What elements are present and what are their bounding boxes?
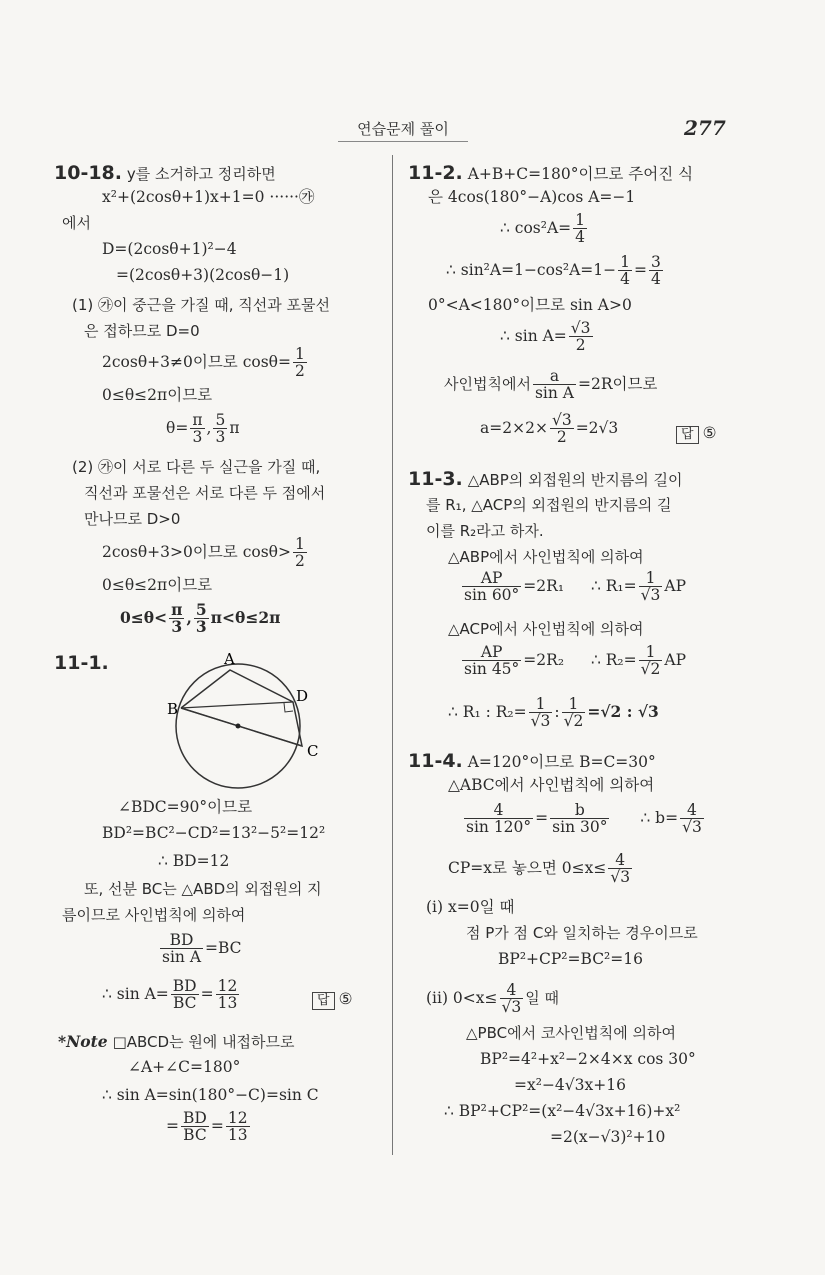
numerator: 12 <box>217 977 238 995</box>
equation: D=(2cosθ+1)²−4 <box>102 240 237 258</box>
equation <box>462 802 706 836</box>
text-line: △ABP의 외접원의 반지름의 길이 <box>467 471 683 489</box>
fraction <box>190 412 204 446</box>
text-segment: 2cosθ+3>0이므로 cosθ> <box>102 542 291 561</box>
answer-label: 답 <box>312 992 335 1010</box>
fraction <box>213 412 227 446</box>
numerator: b <box>550 802 609 819</box>
text-segment: =2R이므로 <box>577 374 658 393</box>
text-segment: □ABCD는 원에 내접하므로 <box>112 1033 295 1051</box>
note-line <box>58 1032 295 1052</box>
equation <box>448 696 659 730</box>
denominator: 13 <box>227 1126 248 1145</box>
fraction <box>462 570 521 604</box>
numerator: 5 <box>215 411 226 429</box>
denominator: 2 <box>575 336 586 355</box>
denominator: BC <box>172 994 197 1013</box>
text-segment: AP <box>664 576 687 595</box>
text-segment: , <box>186 607 192 627</box>
fraction <box>462 644 521 678</box>
equation <box>460 570 686 604</box>
equation: =x²−4√3x+16 <box>514 1076 626 1094</box>
circle-figure <box>112 646 322 796</box>
vertex-label-a: A <box>224 650 235 668</box>
denominator: 4 <box>651 270 661 289</box>
column-divider <box>392 155 393 1155</box>
text-line: 또, 선분 BC는 △ABD의 외접원의 지 <box>84 880 322 898</box>
fraction <box>639 570 663 604</box>
problem-number: 11-1. <box>54 652 109 674</box>
numerator: 1 <box>575 211 586 229</box>
text-line: 0≤θ≤2π이므로 <box>102 576 213 594</box>
denominator: sin A <box>534 384 574 403</box>
denominator: sin A <box>162 948 202 967</box>
numerator: AP <box>462 644 521 661</box>
equation <box>166 412 240 446</box>
text-segment: 2cosθ+3≠0이므로 cosθ= <box>102 352 291 371</box>
text-line: 직선과 포물선은 서로 다른 두 점에서 <box>84 484 326 502</box>
problem-11-2-header <box>408 162 693 186</box>
text-segment: = <box>166 1116 179 1135</box>
equation <box>444 368 657 402</box>
fraction <box>171 978 199 1012</box>
fraction <box>160 932 203 966</box>
text-segment: : <box>554 702 560 721</box>
numerator: 3 <box>651 253 661 271</box>
text-line: △ACP에서 사인법칙에 의하여 <box>448 620 644 638</box>
denominator: BC <box>183 1126 207 1145</box>
page-header-title: 연습문제 풀이 <box>338 118 468 142</box>
denominator: 2 <box>295 552 305 571</box>
text-segment: 0≤θ< <box>120 607 168 627</box>
text-line: (1) ㉮이 중근을 가질 때, 직선과 포물선 <box>72 296 330 314</box>
numerator: 1 <box>529 696 553 713</box>
fraction <box>562 696 586 730</box>
denominator: √3 <box>682 818 702 837</box>
text-segment: ∴ sin²A=1−cos²A=1− <box>446 260 617 279</box>
equation <box>448 852 634 886</box>
problem-10-18-header <box>54 162 276 186</box>
text-segment: =√2 : √3 <box>587 701 659 721</box>
fraction <box>226 1110 250 1144</box>
text-line: 를 R₁, △ACP의 외접원의 반지름의 길 <box>426 496 672 514</box>
denominator: 3 <box>192 428 203 447</box>
fraction <box>550 412 574 446</box>
vertex-label-b: B <box>167 700 179 718</box>
denominator: √2 <box>640 660 661 679</box>
text-line: 이를 R₂라고 하자. <box>426 522 544 540</box>
text-line: △PBC에서 코사인법칙에 의하여 <box>466 1024 677 1042</box>
equation <box>102 536 309 570</box>
text-segment: , <box>206 418 212 437</box>
denominator: 4 <box>620 270 631 289</box>
denominator: √3 <box>501 998 522 1017</box>
denominator: 3 <box>195 617 207 637</box>
problem-11-4-header <box>408 750 656 774</box>
text-line: y를 소거하고 정리하면 <box>126 165 276 183</box>
equation <box>446 254 665 288</box>
text-line: 은 접하므로 D=0 <box>84 322 200 340</box>
text-segment: ∴ b= <box>640 808 679 827</box>
problem-number: 11-3. <box>408 468 463 490</box>
text-segment: a=2×2× <box>480 418 548 437</box>
denominator: sin 30° <box>552 818 608 837</box>
text-segment: (ii) 0<x≤ <box>426 988 498 1007</box>
segment-bd <box>181 702 293 708</box>
numerator: 4 <box>680 802 704 819</box>
equation: =(2cosθ+3)(2cosθ−1) <box>116 266 290 284</box>
numerator: BD <box>160 932 203 949</box>
equation <box>102 978 241 1012</box>
numerator: 4 <box>500 982 524 999</box>
vertex-label-d: D <box>296 687 309 705</box>
answer-value: ⑤ <box>338 990 353 1008</box>
text-segment: π<θ≤2π <box>210 607 281 627</box>
segment-bc <box>181 708 302 746</box>
text-segment: =2R₁ <box>523 576 565 595</box>
answer-value: ⑤ <box>702 424 717 442</box>
fraction <box>618 254 632 288</box>
equation: x²+(2cosθ+1)x+1=0 ······㉮ <box>102 188 315 206</box>
numerator: 1 <box>639 570 663 587</box>
text-segment: =BC <box>205 938 242 957</box>
numerator: AP <box>462 570 521 587</box>
text-segment: ∴ R₁ : R₂= <box>448 702 527 721</box>
text-segment: =2R₂ <box>523 650 565 669</box>
fraction <box>181 1110 209 1144</box>
equation: BP²+CP²=BC²=16 <box>498 950 643 968</box>
equation <box>426 982 559 1016</box>
denominator: 2 <box>295 362 305 381</box>
text-segment: ∴ sin A= <box>500 326 567 345</box>
right-angle-mark <box>284 703 293 712</box>
text-line: △ABP에서 사인법칙에 의하여 <box>448 548 644 566</box>
text-segment: ∴ cos²A= <box>500 218 572 237</box>
numerator: a <box>533 368 576 385</box>
text-segment: = <box>210 1116 224 1135</box>
numerator: 4 <box>608 852 632 869</box>
denominator: sin 120° <box>466 818 532 837</box>
text-segment: = <box>634 260 648 279</box>
equation <box>480 412 618 446</box>
equation <box>500 212 589 246</box>
text-line: 0°<A<180°이므로 sin A>0 <box>428 296 632 314</box>
quadrilateral-abcd <box>181 670 302 746</box>
vertex-label-c: C <box>307 742 319 760</box>
fraction <box>464 802 533 836</box>
fraction <box>649 254 663 288</box>
numerator: BD <box>172 977 197 995</box>
denominator: 4 <box>575 228 586 247</box>
text-line: 에서 <box>62 214 91 232</box>
fraction <box>293 536 307 570</box>
denominator: √3 <box>530 712 551 731</box>
equation: ∴ BD=12 <box>158 852 230 870</box>
numerator: 1 <box>295 345 305 363</box>
answer-mark <box>312 990 352 1010</box>
fraction <box>533 368 576 402</box>
text-line: 름이므로 사인법칙에 의하여 <box>62 906 246 924</box>
fraction <box>529 696 553 730</box>
fraction <box>500 982 524 1016</box>
text-segment: = <box>535 808 549 827</box>
text-line: 0≤θ≤2π이므로 <box>102 386 213 404</box>
denominator: 2 <box>556 428 567 447</box>
text-line: A+B+C=180°이므로 주어진 식 <box>467 165 694 183</box>
numerator: 1 <box>562 696 586 713</box>
denominator: √3 <box>610 868 631 887</box>
denominator: sin 60° <box>464 586 520 605</box>
numerator: 12 <box>227 1109 248 1127</box>
text-segment: =2√3 <box>575 418 619 437</box>
problem-number: 11-2. <box>408 162 463 184</box>
denominator: 3 <box>215 428 226 447</box>
equation: ∴ sin A=sin(180°−C)=sin C <box>102 1086 319 1104</box>
equation: ∴ BP²+CP²=(x²−4√3x+16)+x² <box>444 1102 681 1120</box>
text-line: (i) x=0일 때 <box>426 898 515 916</box>
denominator: sin 45° <box>464 660 520 679</box>
fraction <box>194 602 209 636</box>
equation <box>166 1110 252 1144</box>
text-segment: 사인법칙에서 <box>444 374 531 393</box>
fraction <box>639 644 663 678</box>
numerator: π <box>192 411 203 429</box>
page-number: 277 <box>684 116 726 140</box>
note-label: *Note <box>58 1032 108 1051</box>
equation: BD²=BC²−CD²=13²−5²=12² <box>102 824 326 842</box>
problem-11-3-header <box>408 468 683 492</box>
numerator: 5 <box>195 600 207 619</box>
equation <box>460 644 686 678</box>
center-point <box>236 724 241 729</box>
fraction <box>216 978 240 1012</box>
equation <box>500 320 595 354</box>
text-segment: θ= <box>166 418 189 437</box>
text-segment: ∴ R₁= <box>590 576 637 595</box>
text-segment: 일 때 <box>525 988 560 1007</box>
numerator: BD <box>183 1109 207 1127</box>
text-line: A=120°이므로 B=C=30° <box>467 753 656 771</box>
equation: BP²=4²+x²−2×4×x cos 30° <box>480 1050 696 1068</box>
text-line: 만나므로 D>0 <box>84 510 181 528</box>
denominator: √2 <box>563 712 584 731</box>
answer-mark <box>676 424 716 444</box>
text-segment: π <box>229 418 240 437</box>
text-segment: ∴ R₂= <box>590 650 637 669</box>
numerator: π <box>171 600 183 619</box>
denominator: 3 <box>171 617 183 637</box>
denominator: √3 <box>640 586 661 605</box>
numerator: √3 <box>570 319 591 337</box>
text-segment: = <box>200 984 214 1003</box>
problem-number: 11-4. <box>408 750 463 772</box>
numerator: 4 <box>464 802 533 819</box>
denominator: 13 <box>217 994 238 1013</box>
numerator: 1 <box>620 253 631 271</box>
equation <box>158 932 242 966</box>
problem-number: 10-18. <box>54 162 122 184</box>
equation: ∠A+∠C=180° <box>128 1058 241 1076</box>
fraction <box>293 346 307 380</box>
fraction <box>569 320 593 354</box>
text-line: (2) ㉮이 서로 다른 두 실근을 가질 때, <box>72 458 321 476</box>
text-segment: AP <box>664 650 687 669</box>
numerator: √3 <box>551 411 572 429</box>
text-segment: ∴ sin A= <box>102 984 169 1003</box>
numerator: 1 <box>295 535 305 553</box>
equation <box>102 346 309 380</box>
equation: =2(x−√3)²+10 <box>550 1128 666 1146</box>
fraction <box>573 212 587 246</box>
fraction <box>550 802 609 836</box>
fraction <box>680 802 704 836</box>
fraction <box>169 602 184 636</box>
answer-label: 답 <box>676 426 699 444</box>
fraction <box>608 852 632 886</box>
text-line: 점 P가 점 C와 일치하는 경우이므로 <box>466 924 698 942</box>
text-line: 은 4cos(180°−A)cos A=−1 <box>428 188 636 206</box>
equation <box>120 602 280 636</box>
numerator: 1 <box>639 644 663 661</box>
text-line: ∠BDC=90°이므로 <box>118 798 253 816</box>
text-segment: CP=x로 놓으면 0≤x≤ <box>448 858 607 877</box>
text-line: △ABC에서 사인법칙에 의하여 <box>448 776 655 794</box>
